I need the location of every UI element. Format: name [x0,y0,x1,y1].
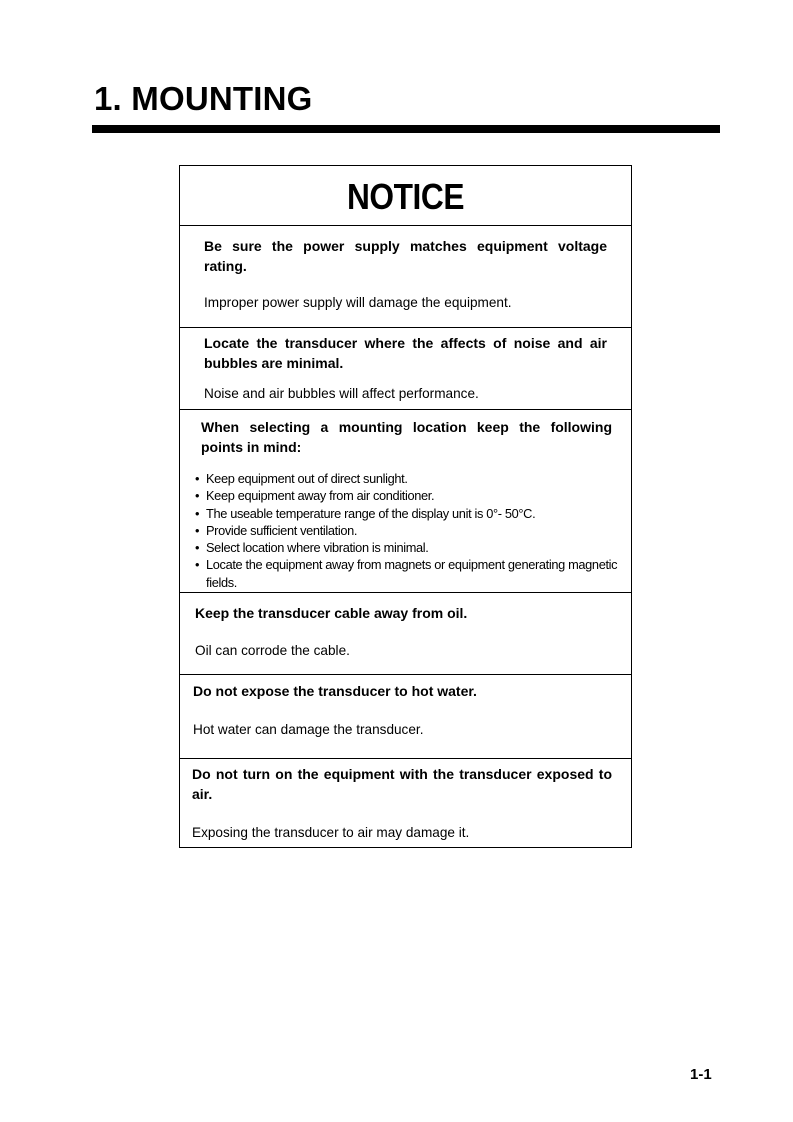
notice-section-title: Locate the transducer where the affects of noise and air bubbles are minimal. [204,335,607,371]
list-item: • Select location where vibration is minimal. [195,539,620,556]
page-number: 1-1 [690,1066,712,1083]
notice-section-body: Improper power supply will damage the equipment. [204,295,512,310]
chapter-title-rule [92,125,720,133]
notice-section-title: Keep the transducer cable away from oil. [195,605,468,621]
notice-section-power-supply [180,227,631,328]
notice-section-exposed-air [180,759,631,847]
notice-section-title: Be sure the power supply matches equipment voltage rating. [204,238,607,274]
notice-section-transducer-location [180,328,631,410]
notice-section-title: Do not expose the transducer to hot water. [193,683,477,699]
list-item: • Keep equipment out of direct sunlight. [195,470,620,487]
notice-section-title: Do not turn on the equipment with the transducer exposed to air. [192,766,612,802]
notice-section-body: Noise and air bubbles will affect performance. [204,386,479,401]
notice-section-body: Hot water can damage the transducer. [193,722,424,737]
notice-section-hot-water [180,675,631,759]
mounting-points-list [195,470,620,591]
list-item: • Provide sufficient ventilation. [195,522,620,539]
notice-section-body: Oil can corrode the cable. [195,643,350,658]
notice-box [179,165,632,848]
notice-header [180,166,631,226]
notice-heading: NOTICE [346,175,465,217]
chapter-title: 1. MOUNTING [94,80,313,117]
list-item: • Keep equipment away from air conditioner. [195,487,620,504]
notice-section-cable-oil [180,593,631,675]
notice-section-title: When selecting a mounting location keep the following points in mind: [201,419,612,455]
notice-section-mounting-location [180,410,631,593]
notice-section-body: Exposing the transducer to air may damage it. [192,825,470,840]
list-item: • Locate the equipment away from magnets or equipment generating magnetic fields. [195,556,620,591]
list-item: • The useable temperature range of the display unit is 0°- 50°C. [195,505,620,522]
